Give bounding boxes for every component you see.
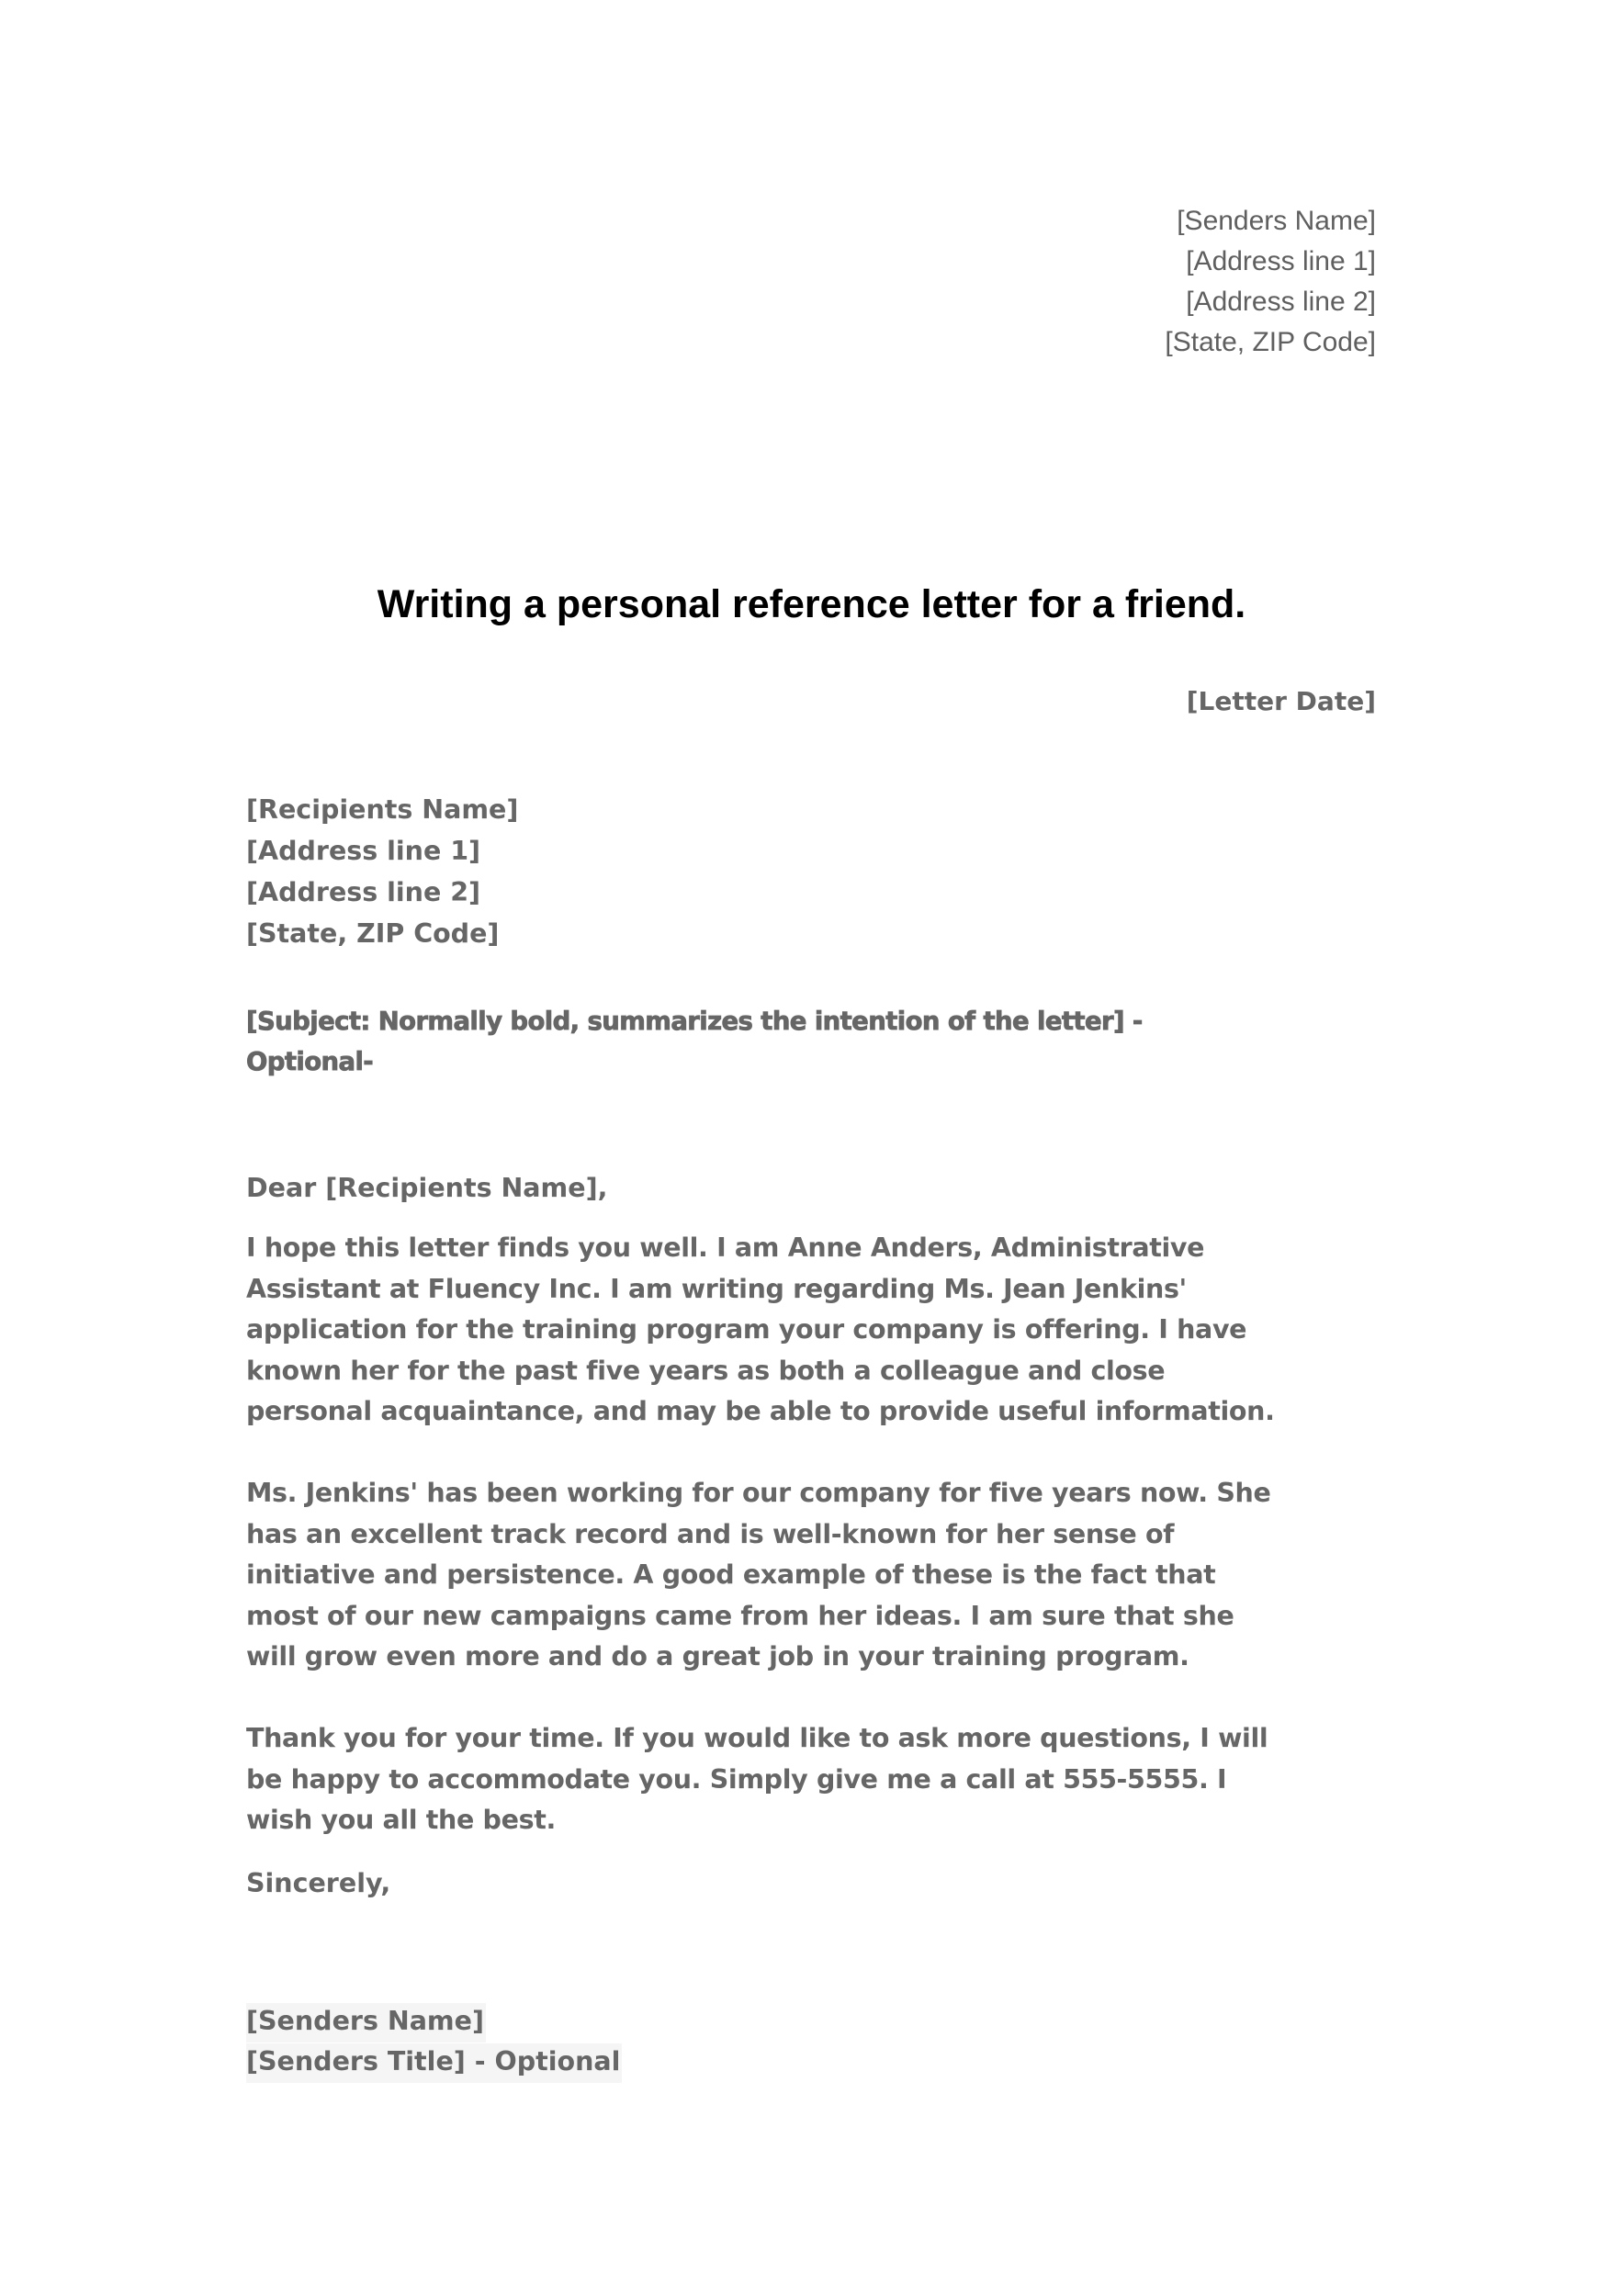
subject-line-1: [Subject: Normally bold, summarizes the intention of the letter] - — [246, 1007, 1143, 1036]
paragraph-line: I hope this letter finds you well. I am Anne Anders, Administrative — [246, 1232, 1205, 1263]
sender-name: [Senders Name] — [1177, 206, 1376, 236]
closing: Sincerely, — [246, 1868, 391, 1898]
paragraph-line: application for the training program your company is offering. I have — [246, 1314, 1247, 1345]
recipient-address-line-1: [Address line 1] — [246, 836, 481, 866]
sender-address-line-1: [Address line 1] — [1186, 246, 1376, 276]
salutation: Dear [Recipients Name], — [246, 1173, 608, 1203]
paragraph-line: known her for the past five years as both a colleague and close — [246, 1355, 1166, 1386]
recipient-name: [Recipients Name] — [246, 794, 519, 825]
sender-state-zip: [State, ZIP Code] — [1165, 327, 1376, 357]
paragraph-line: Ms. Jenkins' has been working for our company for five years now. She — [246, 1478, 1271, 1508]
paragraph-line: most of our new campaigns came from her ideas. I am sure that she — [246, 1600, 1234, 1631]
signature-name: [Senders Name] — [246, 2003, 486, 2043]
letter-date: [Letter Date] — [1186, 686, 1376, 716]
signature-title: [Senders Title] - Optional — [246, 2043, 622, 2083]
paragraph-line: will grow even more and do a great job in your training program. — [246, 1641, 1189, 1671]
recipient-address-line-2: [Address line 2] — [246, 877, 481, 907]
paragraph-line: has an excellent track record and is well-known for her sense of — [246, 1518, 1175, 1549]
recipient-state-zip: [State, ZIP Code] — [246, 918, 500, 949]
paragraph-line: wish you all the best. — [246, 1805, 556, 1835]
subject-line-2: Optional- — [246, 1047, 374, 1076]
paragraph-line: be happy to accommodate you. Simply give me a call at 555-5555. I — [246, 1763, 1227, 1795]
sender-address-line-2: [Address line 2] — [1186, 287, 1376, 317]
paragraph-line: Thank you for your time. If you would like to ask more questions, I will — [246, 1723, 1268, 1753]
paragraph-line: initiative and persistence. A good example of these is the fact that — [246, 1559, 1216, 1590]
paragraph-line: Assistant at Fluency Inc. I am writing regarding Ms. Jean Jenkins' — [246, 1273, 1187, 1304]
paragraph-line: personal acquaintance, and may be able to provide useful information. — [246, 1396, 1275, 1426]
page-title: Writing a personal reference letter for a friend. — [377, 582, 1246, 626]
